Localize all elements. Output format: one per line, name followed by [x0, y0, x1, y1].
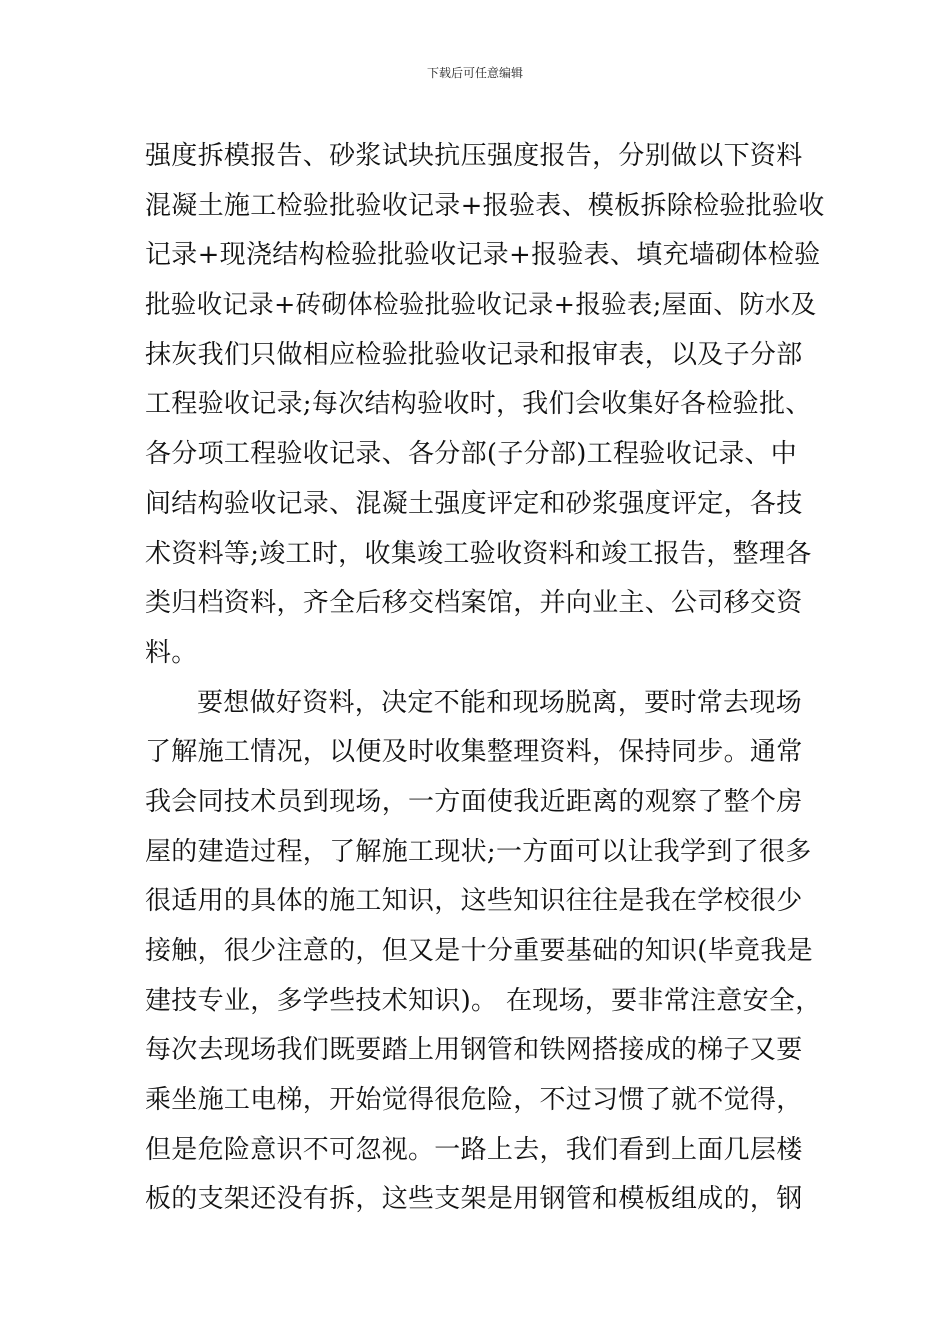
text-line: 每次去现场我们既要踏上用钢管和铁网搭接成的梯子又要	[145, 1035, 803, 1066]
text-line: 间结构验收记录、混凝土强度评定和砂浆强度评定，各技	[145, 488, 803, 519]
text-line: 料。	[145, 637, 198, 668]
text-line: 板的支架还没有拆，这些支架是用钢管和模板组成的，钢	[145, 1184, 803, 1215]
text-line: 了解施工情况，以便及时收集整理资料，保持同步。通常	[145, 737, 803, 768]
text-line: 混凝土施工检验批验收记录+报验表、模板拆除检验批验收	[145, 190, 825, 221]
text-line: 工程验收记录;每次结构验收时，我们会收集好各检验批、	[145, 389, 812, 420]
page-header-note: 下载后可任意编辑	[426, 66, 523, 80]
text-line: 屋的建造过程，了解施工现状;一方面可以让我学到了很多	[145, 836, 812, 867]
text-line: 很适用的具体的施工知识，这些知识往往是我在学校很少	[145, 886, 803, 917]
text-line: 批验收记录+砖砌体检验批验收记录+报验表;屋面、防水及	[145, 290, 817, 321]
text-line: 要想做好资料，决定不能和现场脱离，要时常去现场	[197, 687, 802, 718]
text-line: 抹灰我们只做相应检验批验收记录和报审表，以及子分部	[145, 339, 803, 370]
text-line: 我会同技术员到现场，一方面使我近距离的观察了整个房	[145, 786, 803, 817]
text-line: 建技专业，多学些技术知识)。 在现场，要非常注意安全，	[145, 985, 822, 1016]
text-line: 各分项工程验收记录、各分部(子分部)工程验收记录、中	[145, 439, 798, 470]
text-line: 接触，很少注意的，但又是十分重要基础的知识(毕竟我是	[145, 936, 813, 966]
text-line: 但是危险意识不可忽视。一路上去，我们看到上面几层楼	[145, 1134, 803, 1165]
text-line: 术资料等;竣工时，收集竣工验收资料和竣工报告，整理各	[145, 538, 812, 569]
text-line: 强度拆模报告、砂浆试块抗压强度报告，分别做以下资料	[145, 141, 803, 171]
text-line: 乘坐施工电梯，开始觉得很危险，不过习惯了就不觉得，	[145, 1085, 803, 1116]
text-line: 类归档资料，齐全后移交档案馆，并向业主、公司移交资	[145, 588, 803, 619]
text-line: 记录+现浇结构检验批验收记录+报验表、填充墙砌体检验	[145, 240, 821, 271]
document-body	[145, 132, 825, 1225]
